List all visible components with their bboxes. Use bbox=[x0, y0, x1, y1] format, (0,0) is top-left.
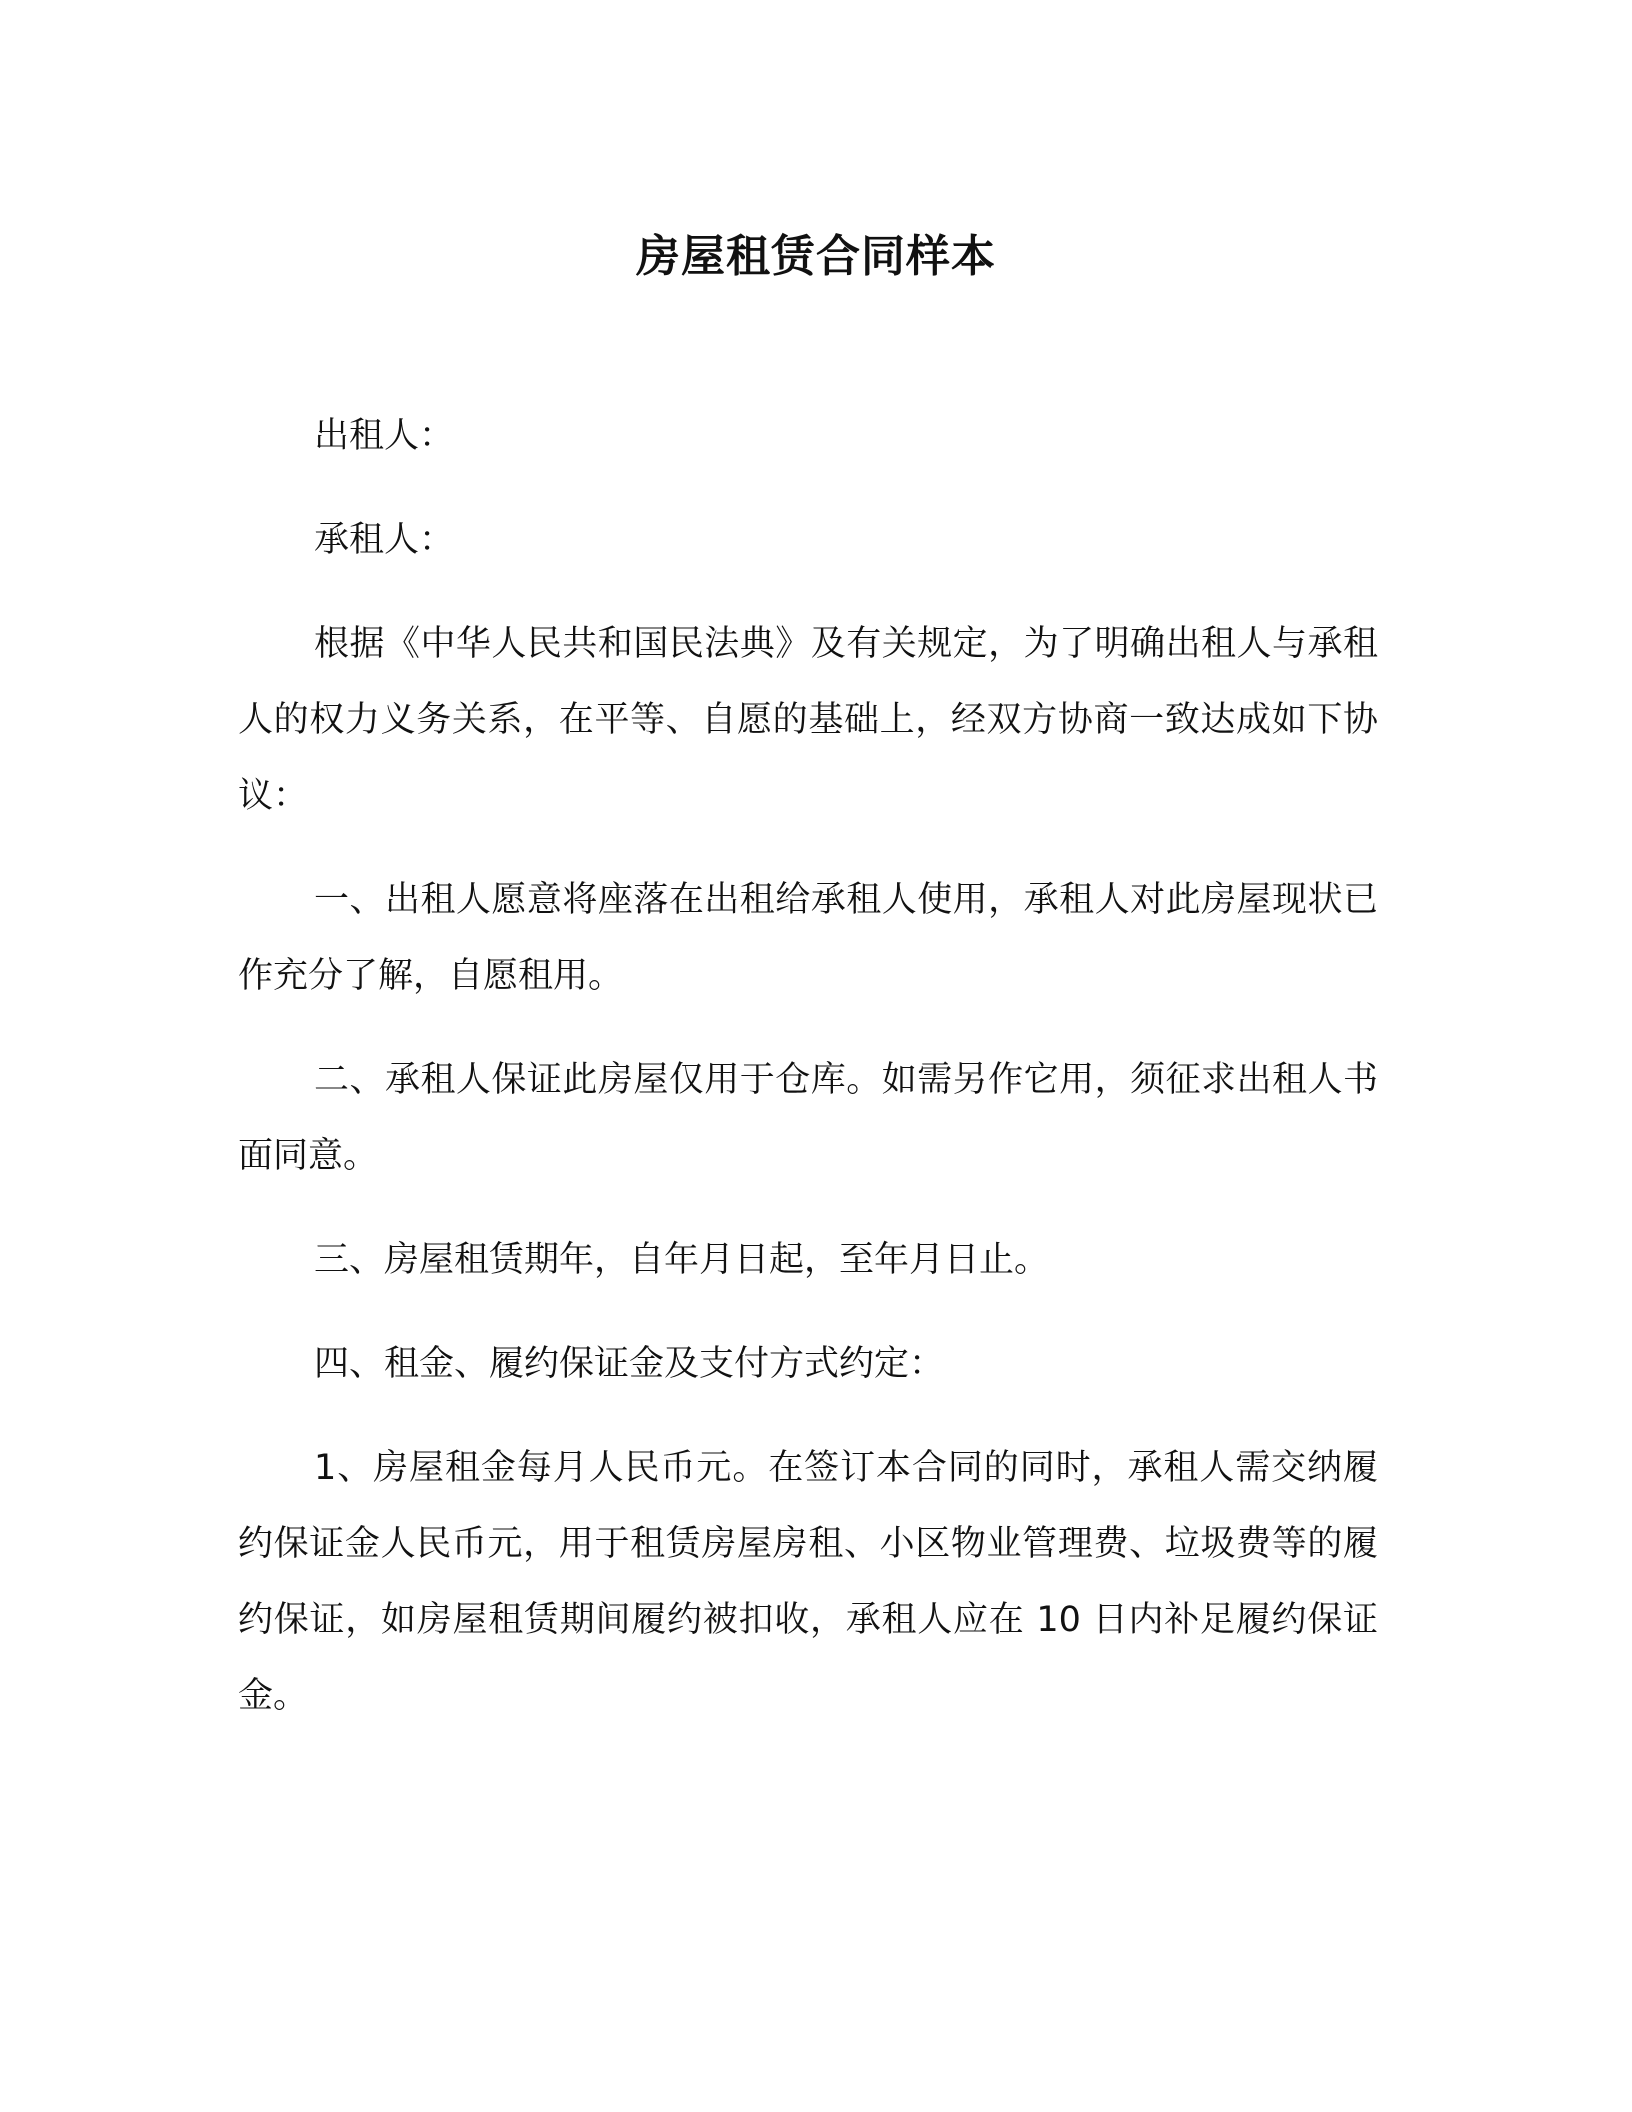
document-body bbox=[238, 398, 1378, 1762]
preamble-paragraph: 根据《中华人民共和国民法典》及有关规定，为了明确出租人与承租人的权力义务关系，在平等、自愿的基础上，经双方协商一致达成如下协议： bbox=[238, 624, 1378, 816]
clause-2-paragraph: 二、承租人保证此房屋仅用于仓库。如需另作它用，须征求出租人书面同意。 bbox=[238, 1060, 1378, 1176]
clause-3-paragraph: 三、房屋租赁期年，自年月日起，至年月日止。 bbox=[314, 1240, 1050, 1280]
document-title: 房屋租赁合同样本 bbox=[636, 231, 996, 282]
clause-4-item-1-paragraph: 1、房屋租金每月人民币元。在签订本合同的同时，承租人需交纳履约保证金人民币元，用于租赁房屋房租、小区物业管理费、垃圾费等的履约保证，如房屋租赁期间履约被扣收，承租人应在 10 日内补足履约保证金。 bbox=[238, 1448, 1378, 1716]
clause-4-paragraph: 四、租金、履约保证金及支付方式约定： bbox=[314, 1344, 945, 1384]
lessor-line: 出租人： bbox=[314, 416, 455, 456]
clause-1-paragraph: 一、出租人愿意将座落在出租给承租人使用，承租人对此房屋现状已作充分了解，自愿租用。 bbox=[238, 880, 1378, 996]
lessee-line: 承租人： bbox=[314, 520, 455, 560]
